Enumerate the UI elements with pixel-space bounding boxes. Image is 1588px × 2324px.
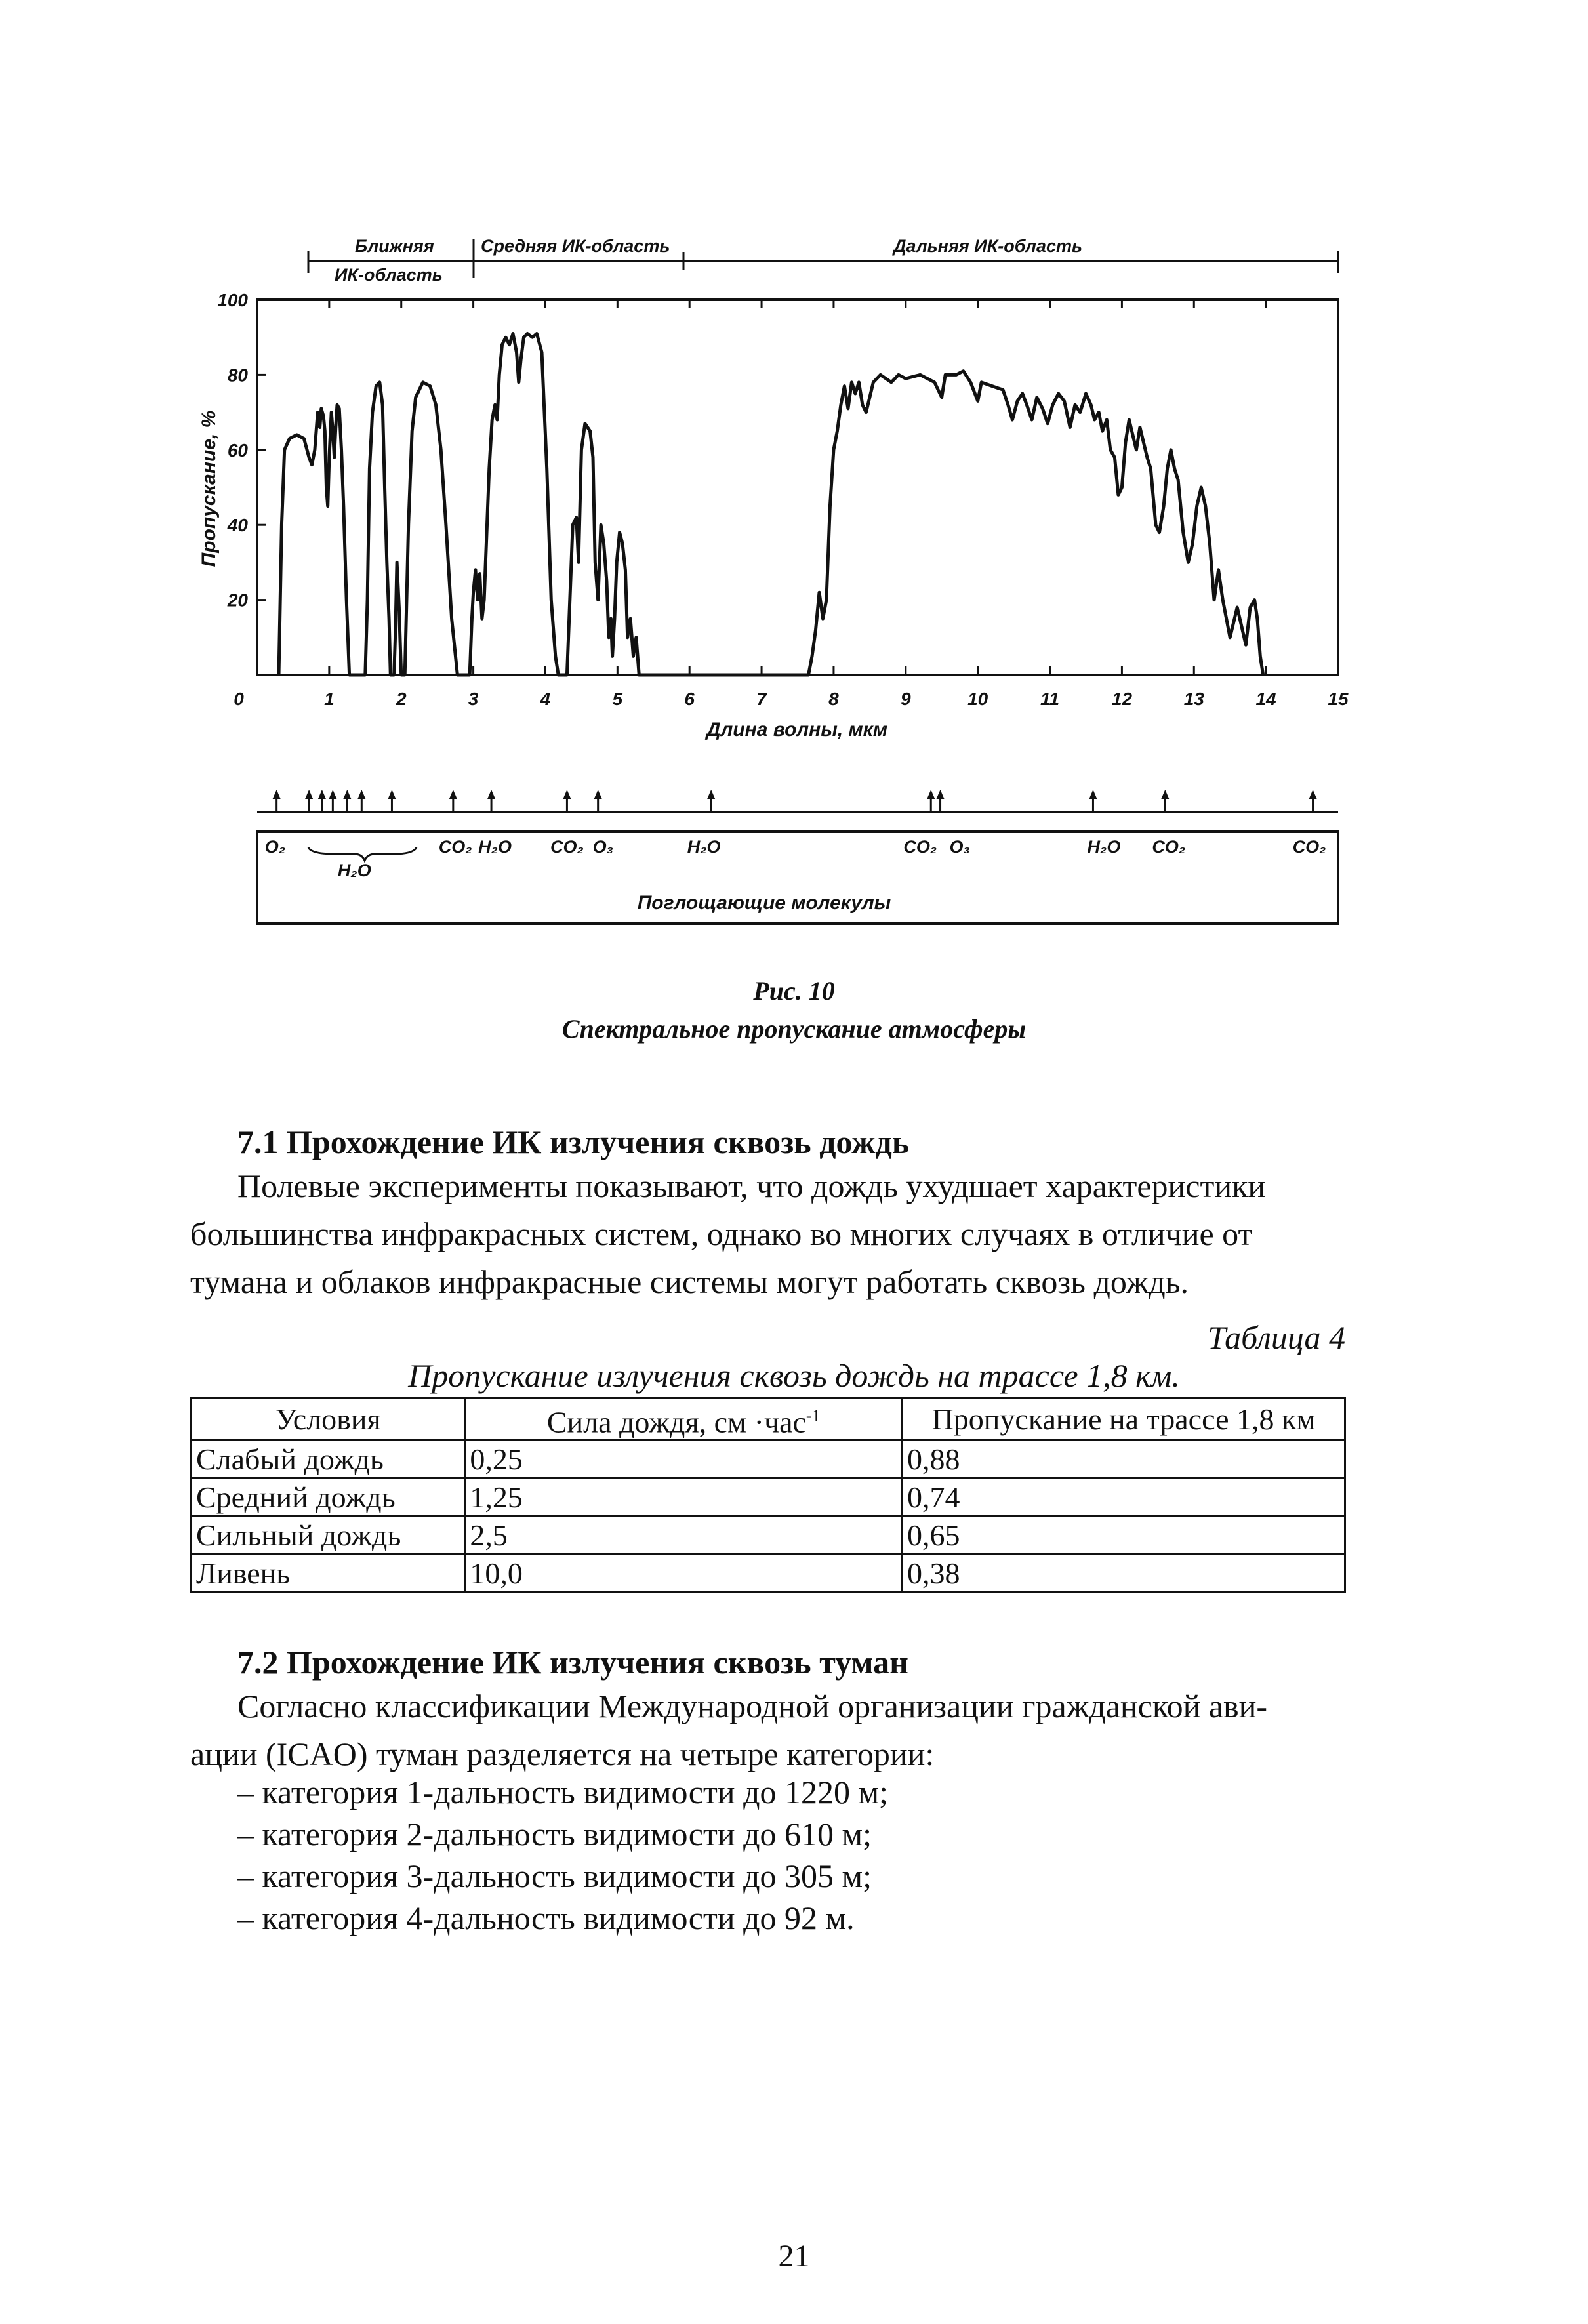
series-line	[279, 334, 1263, 676]
absorption-arrowhead	[449, 790, 457, 799]
plot-frame	[257, 300, 1338, 675]
table-row	[192, 1478, 1345, 1517]
table-title: Пропускание излучения сквозь дождь на трассе 1,8 км.	[408, 1357, 1180, 1394]
header-conditions: Условия	[192, 1398, 465, 1440]
section-2-line-1: Согласно классификации Международной организации гражданской ави-	[237, 1688, 1268, 1724]
list-item: – категория 2-дальность видимости до 610 м;	[237, 1816, 872, 1852]
transmission-curve	[279, 334, 1263, 676]
cell-rain-rate: 10,0	[465, 1555, 903, 1593]
absorption-arrowhead	[1309, 790, 1317, 799]
x-tick-label: 8	[828, 689, 839, 709]
x-tick-label: 12	[1111, 689, 1132, 709]
molecule-label: H₂O	[1087, 837, 1121, 857]
x-tick-label: 13	[1183, 689, 1204, 709]
region-near-line2: ИК-область	[335, 265, 443, 285]
section-2-heading: 7.2 Прохождение ИК излучения сквозь туман	[237, 1644, 908, 1681]
absorption-label: Поглощающие молекулы	[637, 892, 891, 914]
x-tick-label: 9	[901, 689, 911, 709]
absorption-arrowhead	[707, 790, 715, 799]
y-tick-label: 60	[227, 439, 248, 460]
section-1-line-2: большинства инфракрасных систем, однако во многих случаях в отличие от	[190, 1215, 1253, 1252]
absorption-molecules	[265, 837, 1326, 880]
molecule-label: O₃	[592, 837, 614, 857]
molecule-label: CO₂	[438, 837, 472, 857]
x-tick-label: 4	[540, 689, 551, 709]
molecule-label: H₂O	[337, 861, 371, 880]
region-brackets	[308, 239, 1338, 278]
y-tick-label: 20	[227, 590, 248, 611]
region-middle: Средняя ИК-область	[481, 236, 670, 256]
cell-condition: Сильный дождь	[192, 1517, 465, 1555]
section-1-line-3: тумана и облаков инфракрасные системы могут работать сквозь дождь.	[190, 1263, 1189, 1300]
molecule-label: O₂	[264, 837, 286, 857]
x-tick-label: 2	[396, 689, 407, 709]
x-tick-label: 15	[1328, 689, 1349, 709]
cell-transmission: 0,65	[903, 1517, 1345, 1555]
molecule-label: CO₂	[550, 837, 584, 857]
figure-number: Рис. 10	[753, 976, 835, 1006]
absorption-arrowhead	[318, 790, 326, 799]
cell-condition: Слабый дождь	[192, 1440, 465, 1478]
absorption-arrowhead	[357, 790, 365, 799]
molecule-label: H₂O	[687, 837, 721, 857]
absorption-arrowhead	[594, 790, 602, 799]
absorption-arrowhead	[927, 790, 935, 799]
cell-transmission: 0,88	[903, 1440, 1345, 1478]
table-row	[192, 1517, 1345, 1555]
table-label: Таблица 4	[1208, 1319, 1345, 1356]
figure-title: Спектральное пропускание атмосферы	[561, 1014, 1027, 1044]
molecule-label: CO₂	[1152, 837, 1186, 857]
absorption-arrowhead	[1161, 790, 1169, 799]
absorption-arrowhead	[273, 790, 281, 799]
page-number: 21	[778, 2239, 810, 2273]
cell-rain-rate: 1,25	[465, 1478, 903, 1517]
y-axis-label: Пропускание, %	[198, 410, 220, 567]
h2o-brace	[308, 847, 417, 861]
section-1-heading: 7.1 Прохождение ИК излучения сквозь дождь	[237, 1124, 910, 1160]
table-row	[192, 1555, 1345, 1593]
molecule-label: CO₂	[1292, 837, 1326, 857]
cell-rain-rate: 0,25	[465, 1440, 903, 1478]
absorption-arrowhead	[343, 790, 351, 799]
table-header-row	[192, 1398, 1345, 1440]
cell-condition: Ливень	[192, 1555, 465, 1593]
section-2-paragraph	[190, 1682, 1345, 1778]
list-item: – категория 4-дальность видимости до 92 м.	[237, 1900, 855, 1936]
fog-category-list	[237, 1771, 888, 1939]
absorption-arrowhead	[487, 790, 495, 799]
absorption-arrowhead	[563, 790, 571, 799]
cell-rain-rate: 2,5	[465, 1517, 903, 1555]
absorption-arrowhead	[305, 790, 313, 799]
x-axis-label: Длина волны, мкм	[706, 719, 888, 741]
x-tick-label: 7	[756, 689, 767, 709]
x-tick-label: 1	[324, 689, 335, 709]
x-tick-label: 0	[234, 689, 244, 709]
y-tick-label: 80	[227, 365, 248, 386]
header-rain-rate: Сила дождя, см ·час$^{-1}$	[465, 1398, 903, 1440]
x-tick-label: 14	[1255, 689, 1276, 709]
region-near-line1: Ближняя	[355, 236, 434, 256]
y-tick-label: 40	[227, 515, 248, 536]
absorption-arrowhead	[1089, 790, 1097, 799]
cell-transmission: 0,74	[903, 1478, 1345, 1517]
molecule-label: H₂O	[478, 837, 512, 857]
region-far: Дальняя ИК-область	[893, 236, 1083, 256]
y-tick-label: 100	[217, 290, 248, 310]
absorption-arrowhead	[388, 790, 396, 799]
section-1-line-1: Полевые эксперименты показывают, что дождь ухудшает характеристики	[237, 1168, 1266, 1204]
x-tick-label: 6	[684, 689, 695, 709]
cell-transmission: 0,38	[903, 1555, 1345, 1593]
cell-condition: Средний дождь	[192, 1478, 465, 1517]
absorption-arrows	[273, 790, 1317, 812]
table-row	[192, 1440, 1345, 1478]
molecule-label: CO₂	[903, 837, 937, 857]
absorption-arrowhead	[937, 790, 945, 799]
x-tick-label: 10	[967, 689, 988, 709]
section-1-paragraph	[190, 1162, 1345, 1306]
header-transmission: Пропускание на трассе 1,8 км	[903, 1398, 1345, 1440]
absorption-arrowhead	[329, 790, 336, 799]
x-tick-label: 3	[468, 689, 479, 709]
molecule-label: O₃	[949, 837, 970, 857]
list-item: – категория 1-дальность видимости до 1220 м;	[237, 1774, 889, 1810]
transmission-figure	[0, 0, 1588, 945]
x-tick-label: 5	[612, 689, 623, 709]
x-tick-label: 11	[1040, 689, 1060, 709]
section-2-line-2: ации (ICAO) туман разделяется на четыре категории:	[190, 1736, 935, 1772]
list-item: – категория 3-дальность видимости до 305 м;	[237, 1858, 872, 1894]
rain-transmission-table	[190, 1397, 1346, 1593]
